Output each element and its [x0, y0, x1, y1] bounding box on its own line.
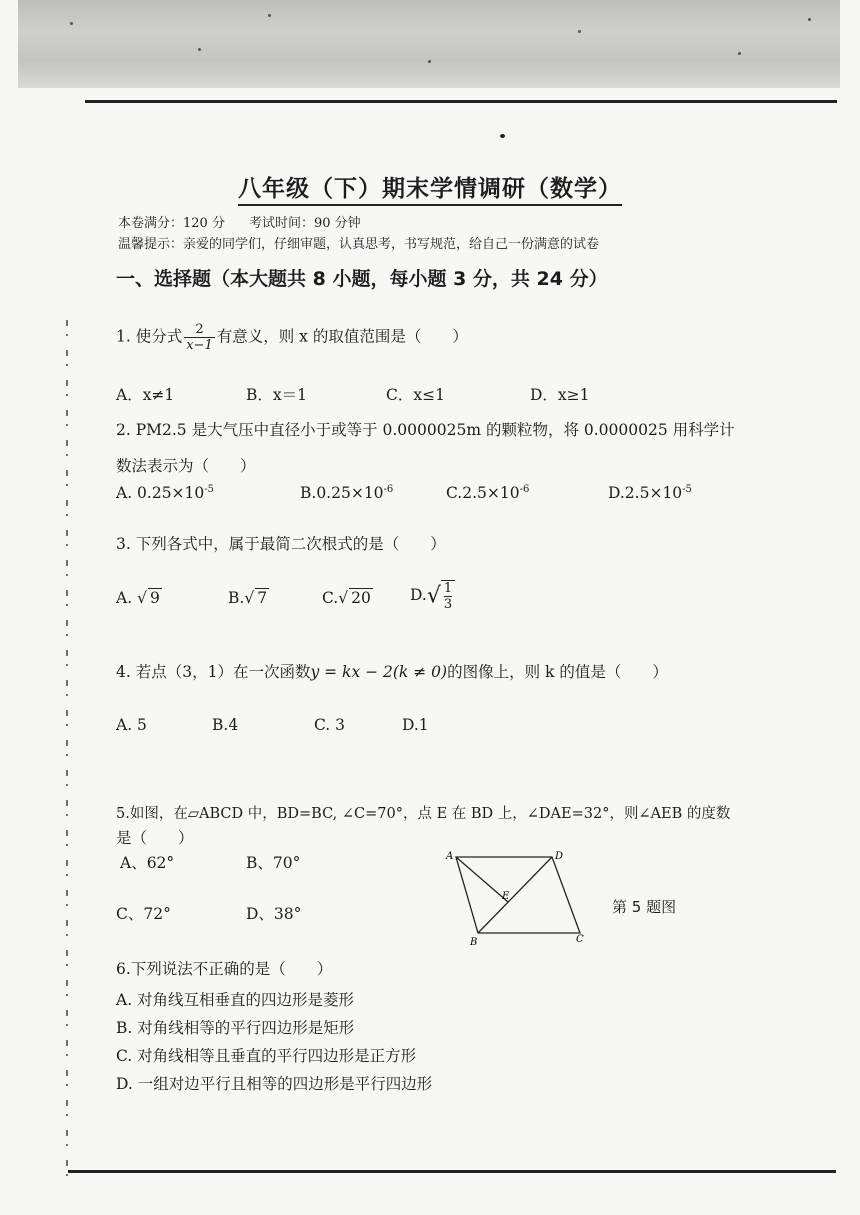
- q4-option-c: C. 3: [314, 716, 346, 734]
- figure-caption: 第 5 题图: [612, 898, 677, 916]
- diagonal-bd: [478, 857, 552, 933]
- point-e: E: [502, 891, 510, 902]
- q5-option-b: B、70°: [246, 854, 301, 872]
- bottom-rule: [68, 1170, 836, 1173]
- parallelogram-figure: [440, 845, 600, 950]
- vertex-c: C: [576, 934, 584, 945]
- question-3: 3. 下列各式中，属于最简二次根式的是（ ）: [116, 535, 446, 553]
- q6-option-b: B. 对角线相等的平行四边形是矩形: [116, 1019, 355, 1037]
- exam-time: 考试时间：90 分钟: [248, 216, 361, 231]
- parallelogram-abcd: [456, 857, 580, 933]
- q3-option-b: B.√ 7: [228, 589, 268, 607]
- question-5-line2: 是（ ）: [116, 829, 194, 847]
- q2-option-d: $D.2.5\times 10^{-5}$: [608, 484, 692, 503]
- q6-option-a: A. 对角线互相垂直的四边形是菱形: [116, 991, 355, 1009]
- q1-option-c: C．x≤1: [386, 386, 445, 404]
- q6-option-d: D. 一组对边平行且相等的四边形是平行四边形: [116, 1075, 433, 1093]
- binding-margin: [66, 320, 68, 1180]
- q1-option-a: A．x≠1: [116, 386, 175, 404]
- question-5-line1: 5.如图，在▱ABCD 中，BD=BC, ∠C=70°，点 E 在 BD 上，∠DAE=32°，则∠AEB 的度数: [116, 806, 731, 822]
- q2-option-a: A. $0.25\times 10^{-5}$: [116, 484, 215, 503]
- question-6: 6.下列说法不正确的是（ ）: [116, 960, 333, 978]
- section-heading: 一、选择题（本大题共 8 小题，每小题 3 分，共 24 分）: [116, 268, 608, 290]
- q5-option-c: C、72°: [116, 905, 171, 923]
- q4-option-a: A. 5: [116, 716, 147, 734]
- exam-title: 八年级（下）期末学情调研（数学）: [0, 170, 860, 203]
- top-rule: [85, 100, 837, 103]
- question-2-line2: 数法表示为（ ）: [116, 457, 256, 475]
- exam-tip: 温馨提示：亲爱的同学们，仔细审题，认真思考，书写规范，给自己一份满意的试卷: [118, 237, 600, 252]
- q4-option-b: B.4: [212, 716, 239, 734]
- segment-ae: [456, 857, 508, 902]
- full-score: 本卷满分：120 分: [118, 216, 225, 231]
- q3-option-c: C.√ 20: [322, 589, 371, 607]
- question-4: 4. 若点（3，1）在一次函数y = kx − 2(k ≠ 0)的图像上，则 k 的值是（ ）: [116, 663, 668, 681]
- q3-option-a: A. √ 9: [116, 589, 160, 607]
- q1-option-b: B．x＝1: [246, 386, 307, 404]
- q3-option-d: D.√ $\frac{1}{3}$: [410, 580, 455, 612]
- q4-option-d: D.1: [402, 716, 429, 734]
- q2-option-c: $C.2.5\times 10^{-6}$: [446, 484, 530, 503]
- vertex-b: B: [470, 937, 478, 948]
- vertex-d: D: [555, 851, 564, 862]
- vertex-a: A: [446, 851, 454, 862]
- question-2-line1: 2. PM2.5 是大气压中直径小于或等于 0.0000025m 的颗粒物，将 0.0000025 用科学计: [116, 421, 735, 439]
- fraction: $\frac{2}{x-1}$: [186, 322, 213, 353]
- q2-option-b: $B.0.25\times 10^{-6}$: [300, 484, 394, 503]
- question-1: 1. 使分式 $\frac{2}{x-1}$ 有意义，则 x 的取值范围是（ ）: [116, 322, 468, 353]
- ink-dot: [500, 134, 505, 138]
- q5-option-a: A、62°: [120, 854, 175, 872]
- q1-option-d: D．x≥1: [530, 386, 590, 404]
- exam-meta: [118, 212, 361, 231]
- q5-option-d: D、38°: [246, 905, 302, 923]
- q6-option-c: C. 对角线相等且垂直的平行四边形是正方形: [116, 1047, 417, 1065]
- scan-top-band: [18, 0, 840, 88]
